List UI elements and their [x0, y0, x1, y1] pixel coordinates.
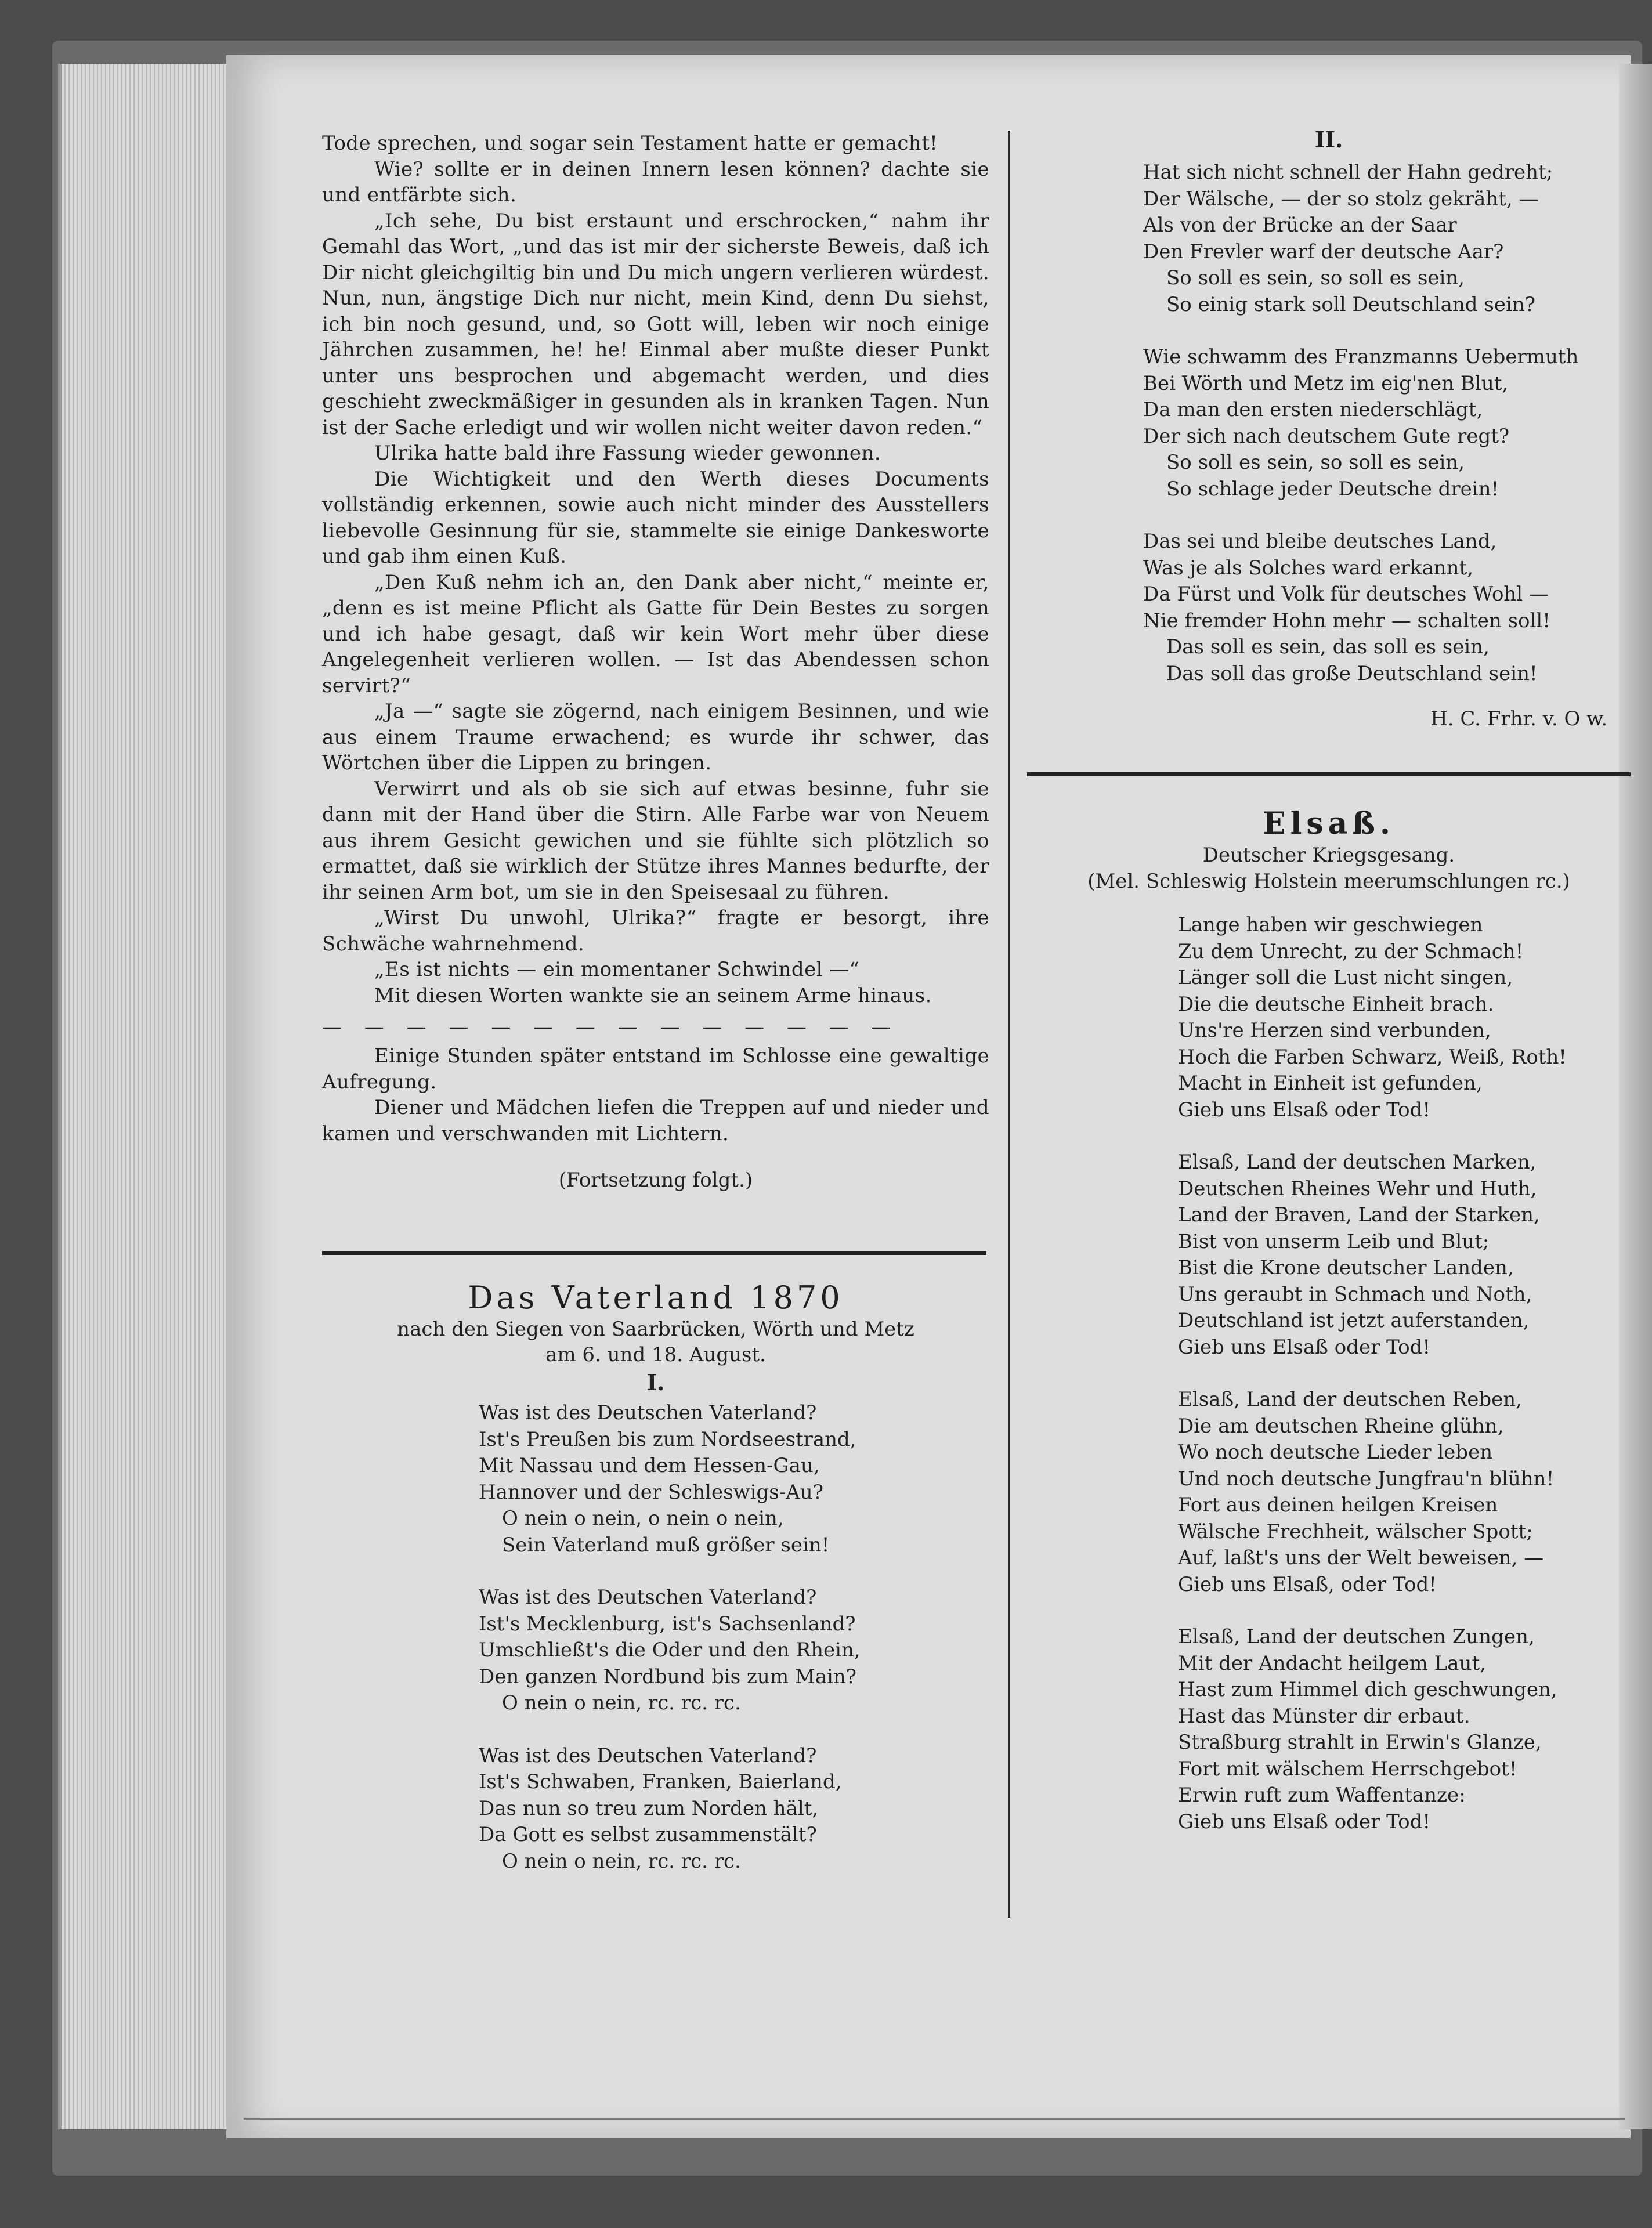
section-divider-right [1027, 772, 1631, 776]
poem-line: Bist die Krone deutscher Landen, [1178, 1256, 1514, 1279]
poem-line: Da Fürst und Volk für deutsches Wohl — [1143, 583, 1549, 606]
prose-paragraph: Einige Stunden später entstand im Schlosse eine gewaltige Aufregung. [322, 1044, 989, 1094]
poem-line: Gieb uns Elsaß, oder Tod! [1178, 1572, 1437, 1596]
poem-line: O nein o nein, o nein o nein, [502, 1507, 784, 1530]
poem-line: Den ganzen Nordbund bis zum Main? [479, 1665, 856, 1688]
poem-line: Mit Nassau und dem Hessen-Gau, [479, 1454, 820, 1477]
vaterland-title: Das Vaterland 1870 [468, 1279, 844, 1316]
poem-line: Mit der Andacht heilgem Laut, [1178, 1651, 1486, 1675]
poem-line: Die am deutschen Rheine glühn, [1178, 1414, 1504, 1438]
poem-line: Zu dem Unrecht, zu der Schmach! [1178, 939, 1524, 963]
prose-paragraph: „Den Kuß nehm ich an, den Dank aber nicht,“ meinte er, „denn es ist meine Pflicht als Gatte für Dein Bestes zu sorgen und ich habe gesagt, daß wir kein Wort mehr über diese Angelegenheit verlieren wollen. — Ist das Abendessen schon servirt?“ [322, 570, 989, 697]
poem-line: Was ist des Deutschen Vaterland? [479, 1401, 817, 1424]
prose-paragraph: Mit diesen Worten wankte sie an seinem Arme hinaus. [374, 983, 932, 1007]
left-column [322, 131, 989, 1901]
elsass-title: Elsaß. [1263, 806, 1395, 841]
right-column [1033, 125, 1625, 1861]
poem-line: Bei Wörth und Metz im eig'nen Blut, [1143, 371, 1509, 395]
prose-paragraph: Diener und Mädchen liefen die Treppen auf und nieder und kamen und verschwanden mit Lichtern. [322, 1096, 989, 1145]
poem-line: Wo noch deutsche Lieder leben [1178, 1441, 1493, 1464]
poem-line: Elsaß, Land der deutschen Reben, [1178, 1388, 1522, 1411]
elsass-stanzas [1178, 912, 1625, 1835]
poem-stanza [1143, 160, 1625, 318]
continuation-note: (Fortsetzung folgt.) [558, 1169, 753, 1192]
poem-line: Die die deutsche Einheit brach. [1178, 992, 1494, 1016]
poem-line: So soll es sein, so soll es sein, [1166, 451, 1465, 474]
poem-stanza [1143, 529, 1625, 687]
poem-line: Sein Vaterland muß größer sein! [502, 1533, 830, 1557]
prose-paragraph: „Ich sehe, Du bist erstaunt und erschrocken,“ nahm ihr Gemahl das Wort, „und das ist mir der sicherste Beweis, daß ich Dir nicht gleichgiltig bin und Du mich ungern verlieren würdest. Nun, nun, ängstige Dich nur nicht, mein Kind, denn Du siehst, ich bin noch gesund, und, so Gott will, leben wir noch einige Jährchen zusammen, he! he! Einmal aber mußte dieser Punkt unter uns besprochen und abgemacht werden, und dies geschieht zweckmäßiger in gesunden als in kranken Tagen. Nun ist der Sache erledigt und wir wollen nicht weiter davon reden.“ [322, 209, 989, 439]
poem-line: Das sei und bleibe deutsches Land, [1143, 530, 1497, 553]
column-divider [1008, 131, 1010, 1918]
prose-paragraph: „Es ist nichts — ein momentaner Schwindel —“ [374, 958, 860, 981]
vaterland-subtitle-line1: nach den Siegen von Saarbrücken, Wörth und Metz [397, 1318, 914, 1341]
poem-line: Macht in Einheit ist gefunden, [1178, 1072, 1483, 1095]
prose-paragraph: „Ja —“ sagte sie zögernd, nach einigem Besinnen, und wie aus einem Traume erwachend; es wurde ihr schwer, das Wörtchen über die Lippen zu bringen. [322, 700, 989, 775]
prose-paragraph: Wie? sollte er in deinen Innern lesen können? dachte sie und entfärbte sich. [322, 157, 989, 207]
poem-line: Das soll das große Deutschland sein! [1166, 661, 1538, 685]
poem-line: Land der Braven, Land der Starken, [1178, 1203, 1540, 1227]
poem-line: Was je als Solches ward erkannt, [1143, 556, 1474, 580]
poem-stanza [1178, 1387, 1625, 1598]
poem-line: Länger soll die Lust nicht singen, [1178, 966, 1513, 989]
poem-line: Deutschen Rheines Wehr und Huth, [1178, 1177, 1537, 1200]
vaterland-part-one-stanzas [479, 1400, 989, 1875]
poem-line: Gieb uns Elsaß oder Tod! [1178, 1335, 1431, 1359]
page-edges [58, 64, 236, 2129]
vaterland-subtitle-line2: am 6. und 18. August. [545, 1343, 766, 1366]
poem-line: Als von der Brücke an der Saar [1143, 214, 1457, 237]
poem-stanza [1178, 1624, 1625, 1835]
poem-line: Was ist des Deutschen Vaterland? [479, 1744, 817, 1767]
poem-stanza [479, 1743, 989, 1875]
poem-line: So soll es sein, so soll es sein, [1166, 266, 1465, 290]
poem-stanza [1178, 1149, 1625, 1361]
vaterland-part-two-stanzas [1143, 160, 1625, 687]
story-prose [322, 131, 989, 1008]
poem-line: Deutschland ist jetzt auferstanden, [1178, 1309, 1530, 1332]
poem-line: Elsaß, Land der deutschen Marken, [1178, 1151, 1537, 1174]
poem-line: Den Frevler warf der deutsche Aar? [1143, 240, 1504, 263]
prose-paragraph: „Wirst Du unwohl, Ulrika?“ fragte er besorgt, ihre Schwäche wahrnehmend. [322, 906, 989, 956]
prose-paragraph: Die Wichtigkeit und den Werth dieses Documents vollständig erkennen, sowie auch nicht minder des Ausstellers liebevolle Gesinnung für sie, stammelte sie einige Dankesworte und gab ihm einen Kuß. [322, 467, 989, 568]
prose-paragraph: Verwirrt und als ob sie sich auf etwas besinne, fuhr sie dann mit der Hand über die Stirn. Alle Farbe war von Neuem aus ihrem Gesicht gewichen und sie fühlte sich plötzlich so ermattet, daß sie wirklich der Stütze ihres Mannes bedurfte, der ihr seinen Arm bot, um sie in den Speisesaal zu führen. [322, 777, 989, 904]
poem-line: Wälsche Frechheit, wälscher Spott; [1178, 1520, 1533, 1543]
poem-line: Lange haben wir geschwiegen [1178, 913, 1483, 936]
page-bottom-rule [244, 2118, 1625, 2120]
prose-paragraph: Ulrika hatte bald ihre Fassung wieder gewonnen. [374, 442, 881, 465]
poem-line: Fort aus deinen heilgen Kreisen [1178, 1493, 1498, 1517]
poem-line: Hannover und der Schleswigs-Au? [479, 1480, 823, 1504]
poem-stanza [1143, 344, 1625, 502]
poem-line: Gieb uns Elsaß oder Tod! [1178, 1810, 1431, 1833]
poem-line: Uns're Herzen sind verbunden, [1178, 1019, 1491, 1042]
prose-paragraph: Tode sprechen, und sogar sein Testament hatte er gemacht! [322, 132, 938, 155]
poem-line: Ist's Preußen bis zum Nordseestrand, [479, 1427, 856, 1451]
vaterland-part-one-numeral: I. [646, 1369, 665, 1395]
poem-line: Hast zum Himmel dich geschwungen, [1178, 1678, 1557, 1701]
poem-line: Was ist des Deutschen Vaterland? [479, 1586, 817, 1609]
poem-line: Da man den ersten niederschlägt, [1143, 398, 1483, 421]
poem-line: Straßburg strahlt in Erwin's Glanze, [1178, 1731, 1542, 1754]
poem-line: O nein o nein, rc. rc. rc. [502, 1691, 741, 1715]
poem-line: Wie schwamm des Franzmanns Uebermuth [1143, 345, 1579, 368]
poem-line: Erwin ruft zum Waffentanze: [1178, 1784, 1466, 1807]
poem-line: Hat sich nicht schnell der Hahn gedreht; [1143, 161, 1553, 184]
poem-line: Uns geraubt in Schmach und Noth, [1178, 1282, 1532, 1306]
poem-line: Das nun so treu zum Norden hält, [479, 1796, 819, 1820]
poem-line: Der Wälsche, — der so stolz gekräht, — [1143, 187, 1539, 211]
poem-line: Nie fremder Hohn mehr — schalten soll! [1143, 609, 1550, 632]
poem-line: Umschließt's die Oder und den Rhein, [479, 1639, 861, 1662]
story-closing [322, 1043, 989, 1146]
poem-line: Und noch deutsche Jungfrau'n blühn! [1178, 1467, 1555, 1491]
vaterland-part-two-numeral: II. [1314, 126, 1343, 153]
elsass-melody-note: (Mel. Schleswig Holstein meerumschlungen rc.) [1087, 870, 1570, 893]
poem-line: Hast das Münster dir erbaut. [1178, 1704, 1470, 1728]
poem-line: Gieb uns Elsaß oder Tod! [1178, 1098, 1431, 1122]
poem-line: Das soll es sein, das soll es sein, [1166, 635, 1490, 659]
poem-line: Fort mit wälschem Herrschgebot! [1178, 1757, 1517, 1781]
poem-stanza [479, 1585, 989, 1717]
poem-line: Der sich nach deutschem Gute regt? [1143, 424, 1510, 448]
poem-line: So einig stark soll Deutschland sein? [1166, 292, 1535, 316]
poem-stanza [479, 1400, 989, 1558]
poem-line: O nein o nein, rc. rc. rc. [502, 1849, 741, 1873]
section-divider [322, 1251, 986, 1255]
poem-signature: H. C. Frhr. v. O w. [1430, 707, 1607, 730]
elsass-subtitle: Deutscher Kriegsgesang. [1202, 844, 1455, 867]
scene-break-dashes: — — — — — — — — — — — — — — [322, 1015, 899, 1039]
poem-line: Hoch die Farben Schwarz, Weiß, Roth! [1178, 1045, 1567, 1069]
poem-line: Elsaß, Land der deutschen Zungen, [1178, 1625, 1535, 1648]
poem-line: Da Gott es selbst zusammenstält? [479, 1823, 817, 1846]
poem-stanza [1178, 912, 1625, 1123]
poem-line: Bist von unserm Leib und Blut; [1178, 1229, 1490, 1253]
poem-line: So schlage jeder Deutsche drein! [1166, 477, 1499, 501]
poem-line: Ist's Schwaben, Franken, Baierland, [479, 1770, 842, 1793]
poem-line: Ist's Mecklenburg, ist's Sachsenland? [479, 1612, 856, 1636]
poem-line: Auf, laßt's uns der Welt beweisen, — [1178, 1546, 1544, 1569]
